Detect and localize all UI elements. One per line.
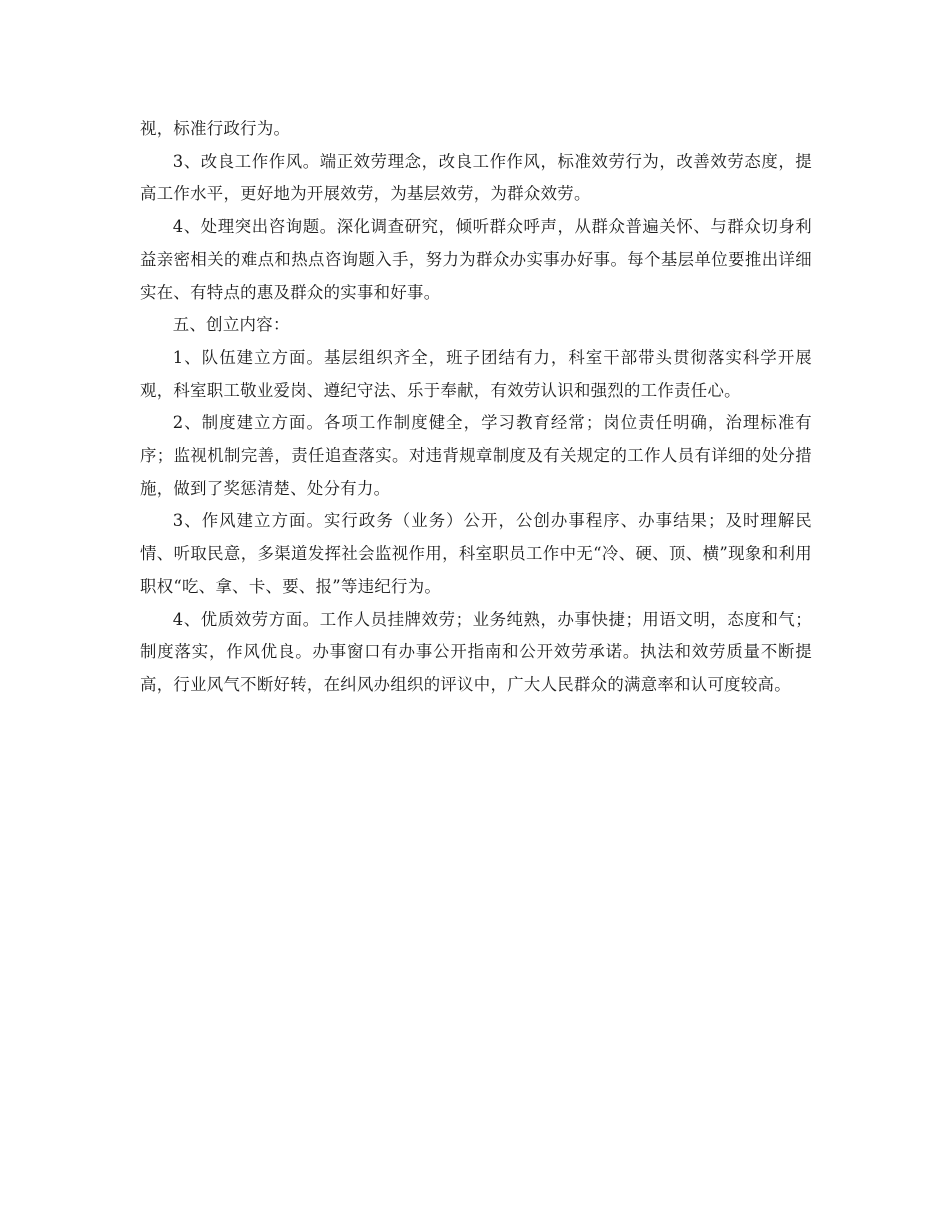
paragraph-solve-problems: 4、处理突出咨询题。深化调查研究，倾听群众呼声，从群众普遍关怀、与群众切身利益亲密相关的难点和热点咨询题入手，努力为群众办实事办好事。每个基层单位要推出详细实在、有特点的惠及群众的实事和好事。: [140, 217, 812, 302]
paragraph-improve-work-style: 3、改良工作作风。端正效劳理念，改良工作作风，标准效劳行为，改善效劳态度，提高工作水平，更好地为开展效劳，为基层效劳，为群众效劳。: [140, 151, 812, 204]
paragraph-quality-service: 4、优质效劳方面。工作人员挂牌效劳；业务纯熟，办事快捷；用语文明，态度和气；制度落实，作风优良。办事窗口有办事公开指南和公开效劳承诺。执法和效劳质量不断提高，行业风气不断好转，在纠风办组织的评议中，广大人民群众的满意率和认可度较高。: [140, 609, 812, 694]
paragraph-team-building: 1、队伍建立方面。基层组织齐全，班子团结有力，科室干部带头贯彻落实科学开展观，科室职工敬业爱岗、遵纪守法、乐于奉献，有效劳认识和强烈的工作责任心。: [140, 347, 812, 400]
paragraph-continuation: 视，标准行政行为。: [140, 119, 291, 138]
document-body: [140, 113, 812, 702]
section-heading-content: 五、创立内容：: [172, 315, 290, 335]
paragraph-system-building: 2、制度建立方面。各项工作制度健全，学习教育经常；岗位责任明确，治理标准有序；监视机制完善，责任追查落实。对违背规章制度及有关规定的工作人员有详细的处分措施，做到了奖惩清楚、处分有力。: [140, 413, 812, 498]
paragraph-style-building: 3、作风建立方面。实行政务（业务）公开，公创办事程序、办事结果；及时理解民情、听取民意，多渠道发挥社会监视作用，科室职员工作中无“冷、硬、顶、横”现象和利用职权“吃、拿、卡、要、报”等违纪行为。: [140, 511, 812, 596]
